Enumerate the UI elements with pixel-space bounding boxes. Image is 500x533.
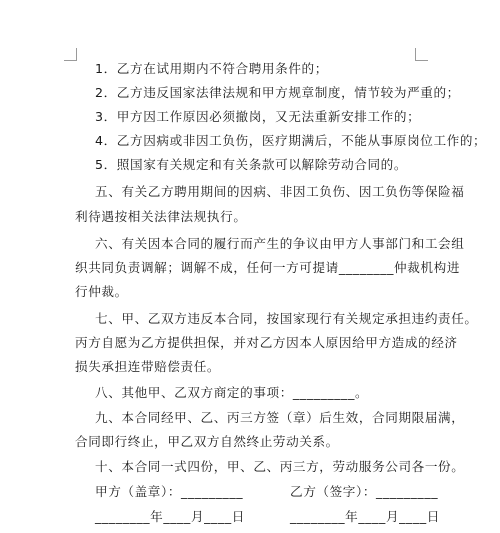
article-5-line-2: 利待遇按相关法律法规执行。: [75, 209, 247, 224]
article-7-line-2: 丙方自愿为乙方提供担保，并对乙方因本人原因给甲方造成的经济: [75, 335, 458, 350]
article-8: 八、其他甲、乙双方商定的事项：_________。: [95, 385, 369, 400]
clause-item-3: 3．甲方因工作原因必须撤岗，又无法重新安排工作的；: [95, 109, 421, 124]
party-a-seal-field: 甲方（盖章）：_________: [95, 484, 244, 499]
clause-item-2: 2．乙方违反国家法律法规和甲方规章制度，情节较为严重的；: [95, 85, 460, 100]
clause-item-4: 4．乙方因病或非因工负伤，医疗期满后，不能从事原岗位工作的；: [95, 133, 487, 148]
clause-item-5: 5．照国家有关规定和有关条款可以解除劳动合同的。: [95, 157, 408, 172]
article-10: 十、本合同一式四份，甲、乙、丙三方，劳动服务公司各一份。: [95, 459, 465, 474]
article-7-line-3: 损失承担连带赔偿责任。: [75, 359, 221, 374]
party-b-date-field: ________年____月____日: [290, 509, 440, 524]
article-6-line-1: 六、有关因本合同的履行而产生的争议由甲方人事部门和工会组: [95, 236, 465, 251]
margin-corner-mark-left: [64, 48, 77, 61]
party-a-date-field: ________年____月____日: [95, 509, 245, 524]
article-7-line-1: 七、甲、乙双方违反本合同，按国家现行有关规定承担违约责任。: [95, 311, 478, 326]
clause-item-1: 1．乙方在试用期内不符合聘用条件的；: [95, 61, 328, 76]
article-6-line-3: 行仲裁。: [75, 284, 128, 299]
article-6-line-2: 织共同负责调解；调解不成，任何一方可提请________仲裁机构进: [75, 260, 461, 275]
party-b-signature-field: 乙方（签字）：_________: [290, 484, 439, 499]
article-9-line-1: 九、本合同经甲、乙、丙三方签（章）后生效，合同期限届满，: [95, 410, 465, 425]
article-5-line-1: 五、有关乙方聘用期间的因病、非因工负伤、因工负伤等保险福: [95, 184, 465, 199]
margin-corner-mark-right: [415, 48, 428, 61]
article-9-line-2: 合同即行终止，甲乙双方自然终止劳动关系。: [75, 434, 339, 449]
